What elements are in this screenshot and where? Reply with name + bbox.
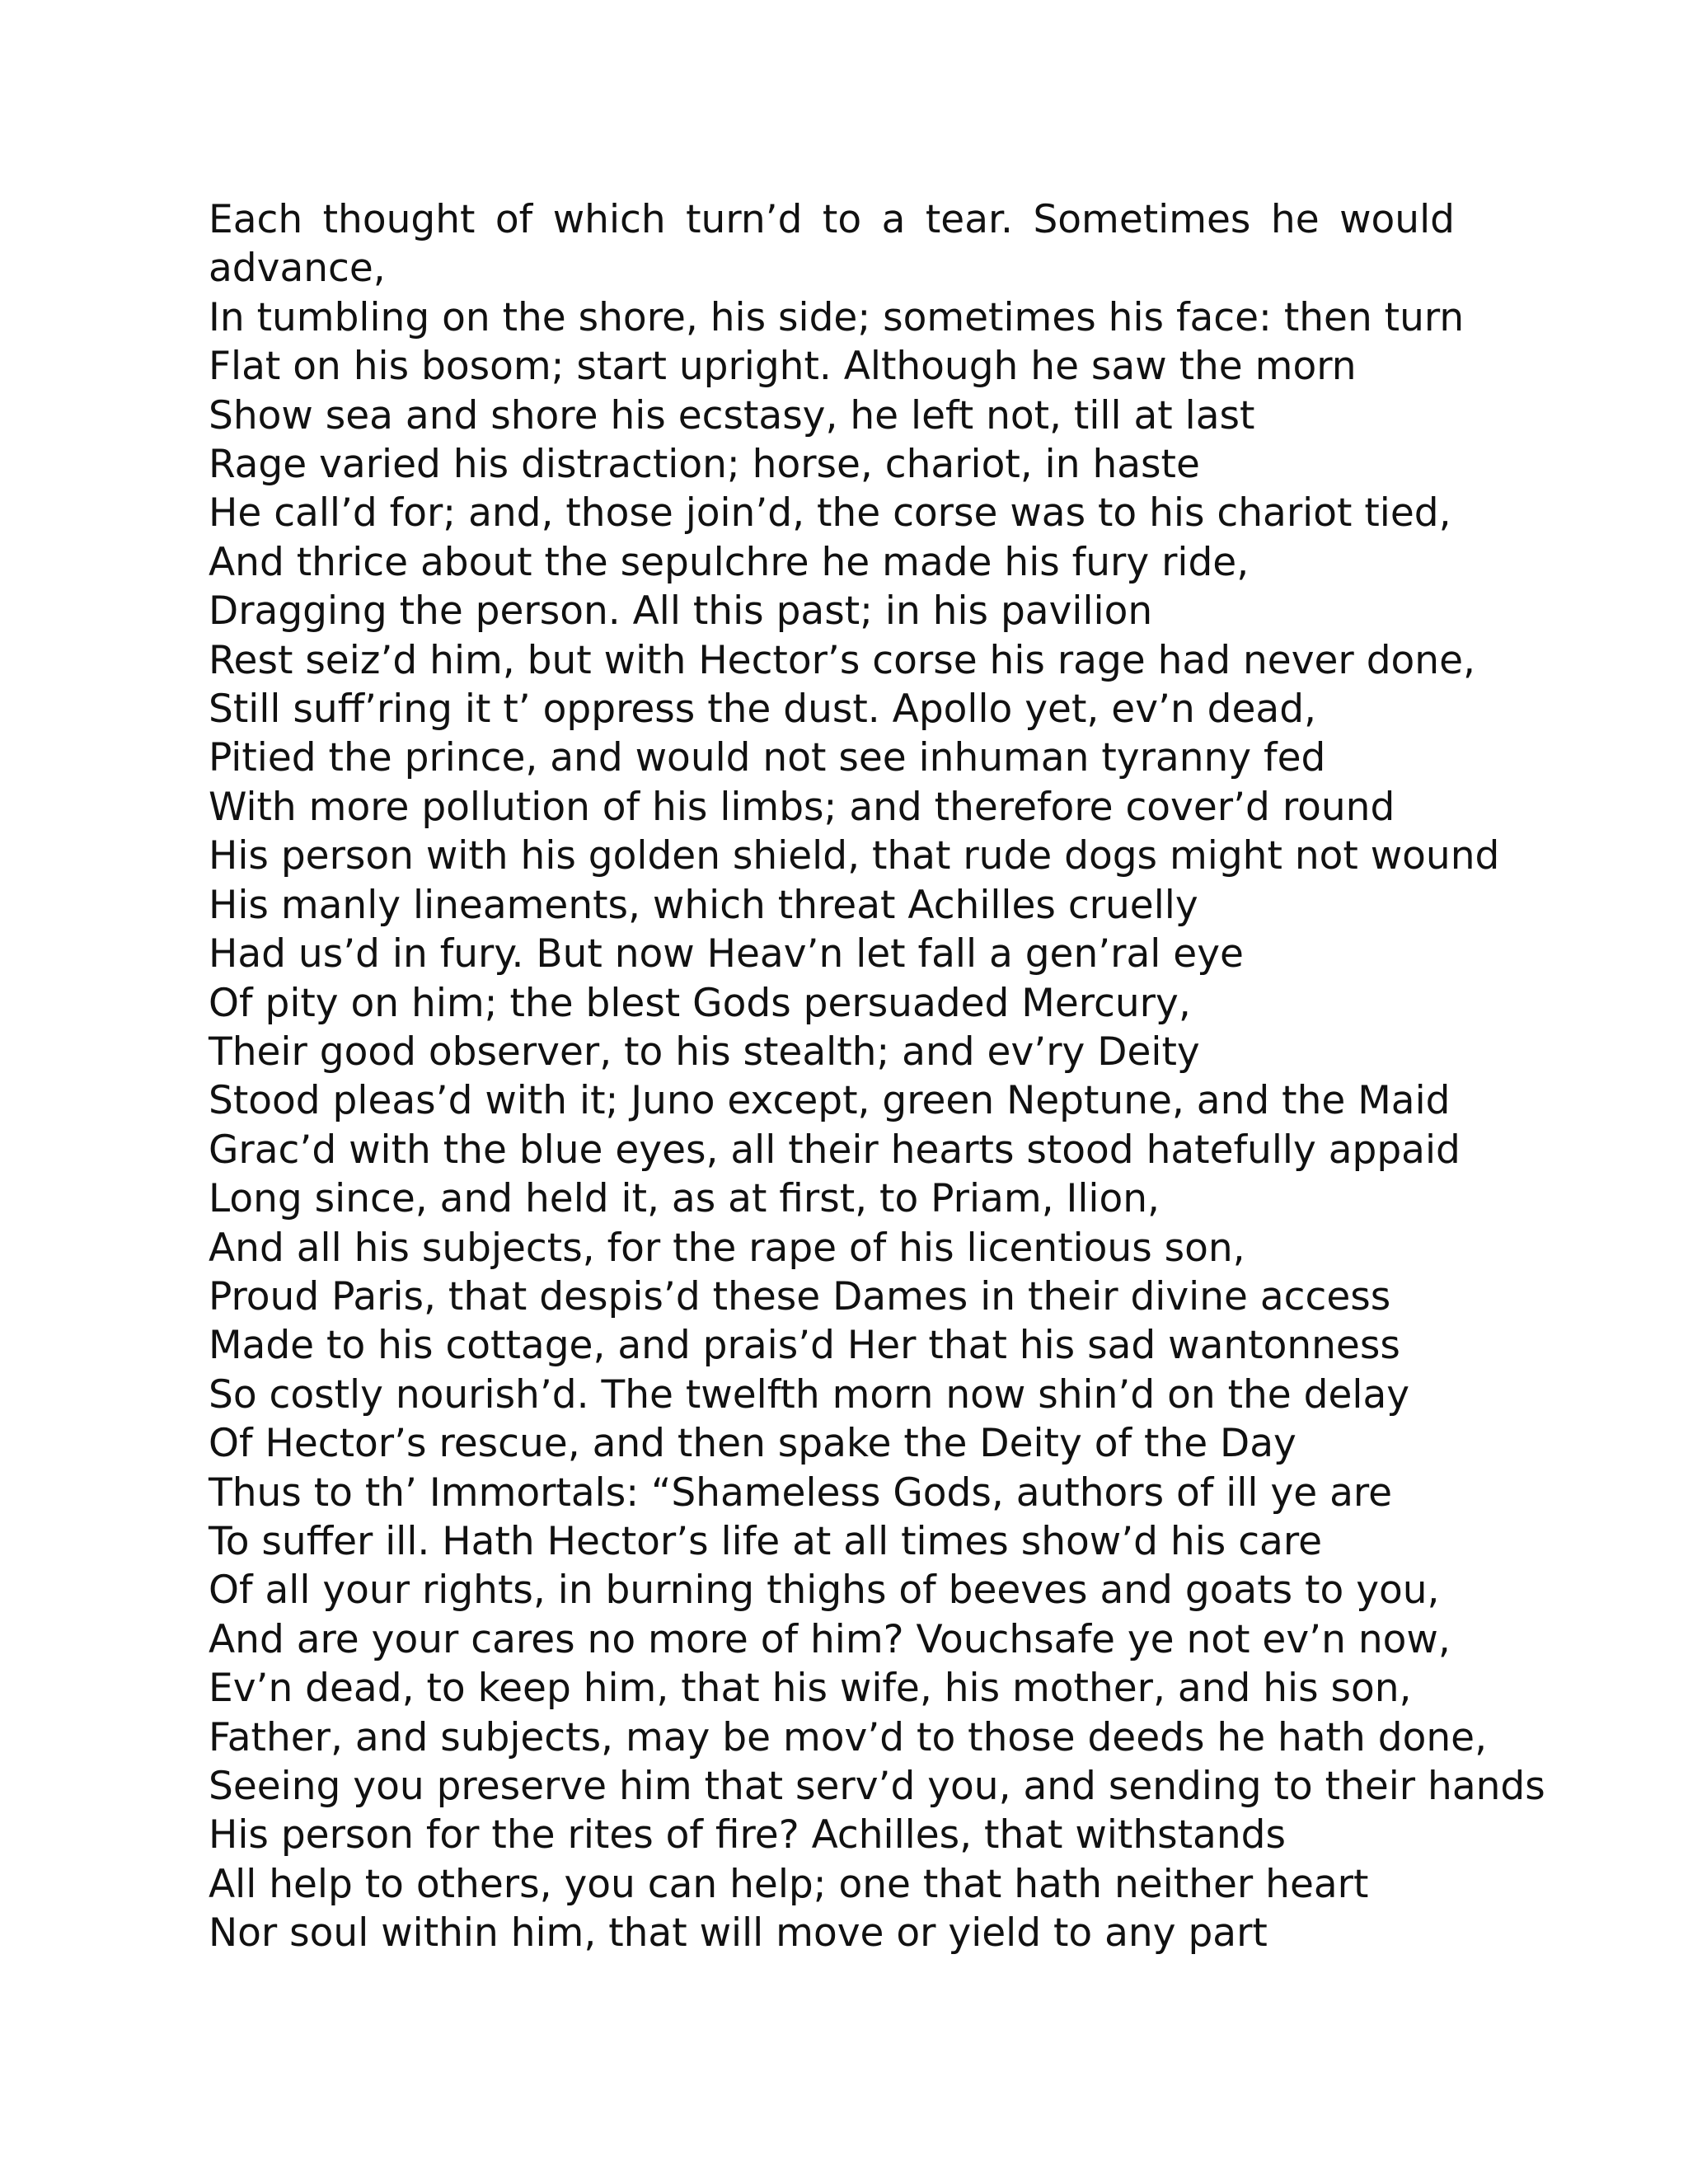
text-line: Of all your rights, in burning thighs of beeves and goats to you, [209,1568,1440,1614]
text-line: And all his subjects, for the rape of his licentious son, [209,1225,1245,1271]
text-line: With more pollution of his limbs; and therefore cover’d round [209,784,1395,830]
text-line: To suffer ill. Hath Hector’s life at all times show’d his care [209,1518,1323,1564]
text-line: And thrice about the sepulchre he made his fury ride, [209,539,1250,585]
text-line: Father, and subjects, may be mov’d to those deeds he hath done, [209,1714,1488,1760]
text-line: Dragging the person. All this past; in his pavilion [209,588,1153,635]
text-line: And are your cares no more of him? Vouchsafe ye not ev’n now, [209,1616,1451,1662]
word: thought [322,197,476,242]
text-line: Thus to th’ Immortals: “Shameless Gods, authors of ill ye are [209,1469,1393,1516]
text-line: Flat on his bosom; start upright. Although he saw the morn [209,344,1357,390]
word: a [881,197,906,242]
word: which [552,197,666,242]
word: turn’d [686,197,803,242]
text-line: Ev’n dead, to keep him, that his wife, his mother, and his son, [209,1666,1412,1712]
word: Each [209,197,303,242]
word: tear. [925,197,1013,242]
text-line: Seeing you preserve him that serv’d you, and sending to their hands [209,1764,1545,1809]
text-line: Still suff’ring it t’ oppress the dust. Apollo yet, ev’n dead, [209,687,1316,733]
text-line: Show sea and shore his ecstasy, he left not, till at last [209,392,1255,438]
word: would [1339,197,1455,242]
text-line: Rage varied his distraction; horse, chariot, in haste [209,442,1200,488]
text-line: Long since, and held it, as at first, to Priam, Ilion, [209,1176,1160,1222]
text-line: Made to his cottage, and prais’d Her that his sad wantonness [209,1323,1400,1369]
text-line: Pitied the prince, and would not see inhuman tyranny fed [209,735,1326,781]
text-line: All help to others, you can help; one that hath neither heart [209,1861,1369,1907]
text-line: In tumbling on the shore, his side; sometimes his face: then turn [209,294,1465,340]
text-line: Of Hector’s rescue, and then spake the Deity of the Day [209,1421,1296,1467]
word: Sometimes [1033,197,1251,242]
text-line: Of pity on him; the blest Gods persuaded Mercury, [209,980,1191,1026]
text-line: Had us’d in fury. But now Heav’n let fall a gen’ral eye [209,931,1244,977]
text-line: advance, [209,246,386,292]
text-line: Their good observer, to his stealth; and ev’ry Deity [209,1029,1200,1075]
word: he [1270,197,1320,242]
text-line-first [209,195,1455,244]
document-page [209,195,1545,1958]
text-line: Stood pleas’d with it; Juno except, green Neptune, and the Maid [209,1078,1451,1124]
text-line: Proud Paris, that despis’d these Dames in their divine access [209,1273,1391,1319]
text-line: Grac’d with the blue eyes, all their hearts stood hatefully appaid [209,1127,1461,1173]
text-line: His manly lineaments, which threat Achilles cruelly [209,882,1198,928]
text-line: He call’d for; and, those join’d, the corse was to his chariot tied, [209,490,1451,537]
text-line: So costly nourish’d. The twelfth morn now shin’d on the delay [209,1371,1410,1418]
text-line: Nor soul within him, that will move or yield to any part [209,1910,1268,1957]
text-line: His person for the rites of fire? Achilles, that withstands [209,1812,1286,1858]
word: to [822,197,862,242]
text-line: Rest seiz’d him, but with Hector’s corse his rage had never done, [209,637,1475,683]
text-line: His person with his golden shield, that rude dogs might not wound [209,833,1500,879]
word: of [495,197,533,242]
